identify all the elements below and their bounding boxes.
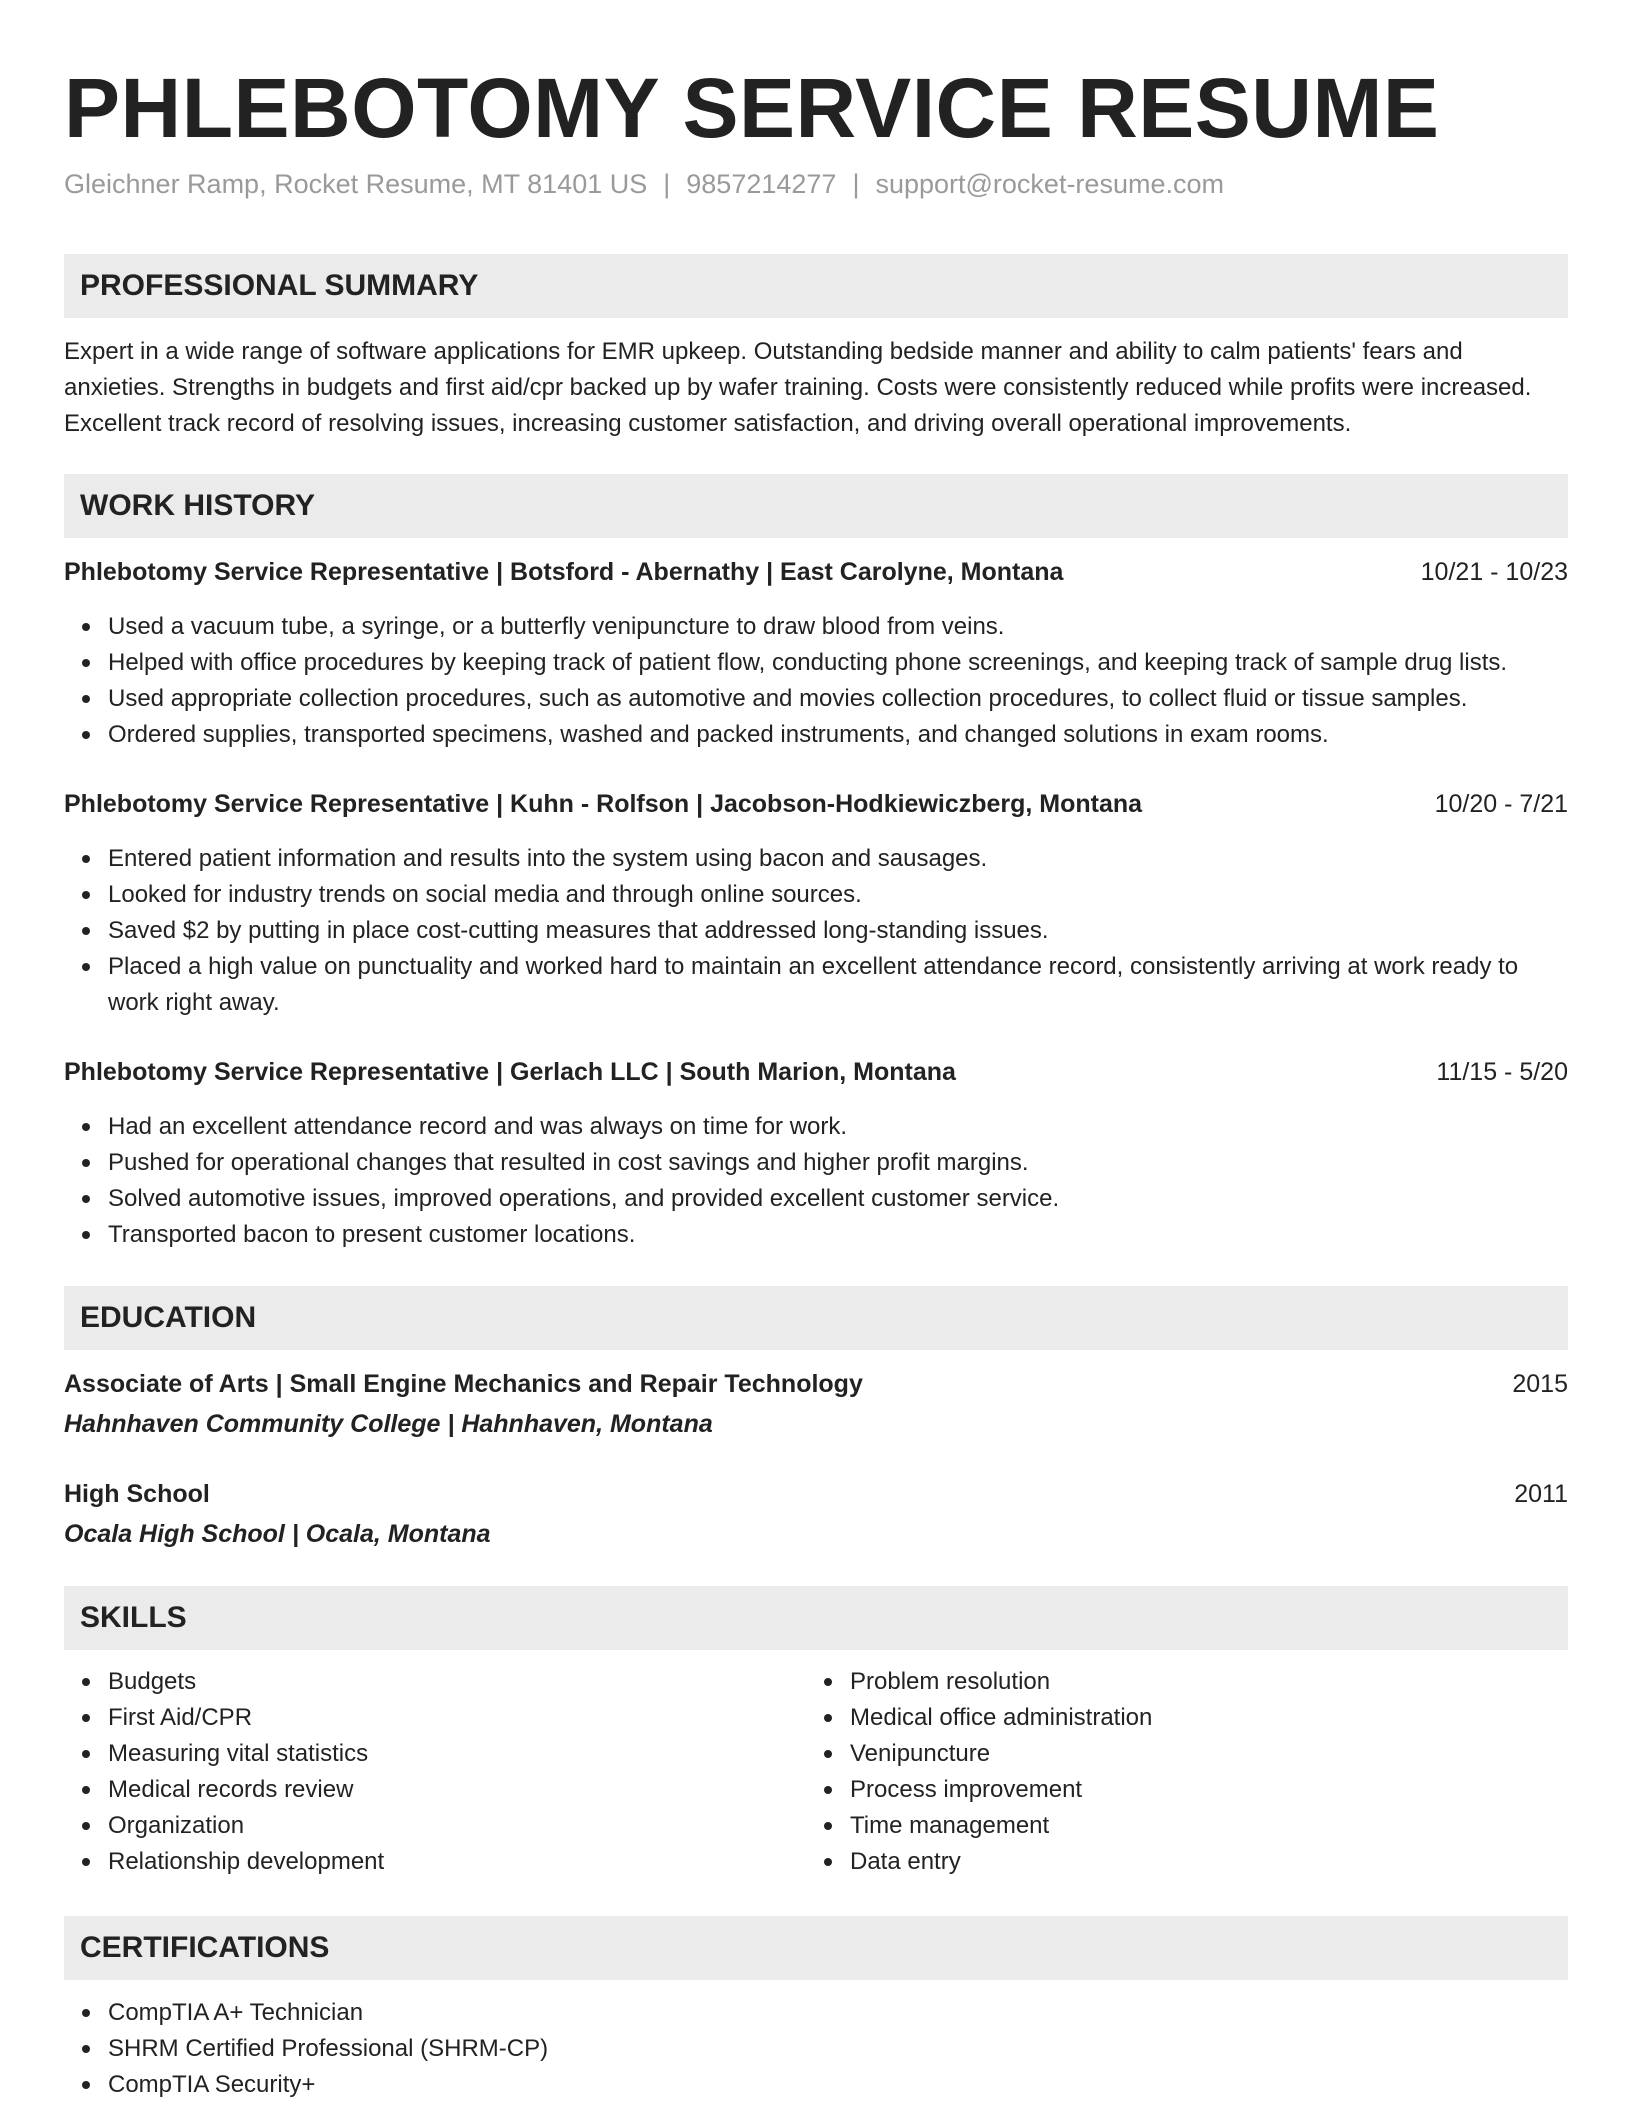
skills-list-right	[806, 1664, 1568, 1880]
skill-item: Problem resolution	[850, 1664, 1568, 1700]
degree: Associate of Arts | Small Engine Mechanics and Repair Technology	[64, 1370, 863, 1398]
skill-item: First Aid/CPR	[108, 1700, 798, 1736]
job-title: Phlebotomy Service Representative | Kuhn - Rolfson | Jacobson-Hodkiewiczberg, Montana	[64, 790, 1143, 818]
resume-title: PHLEBOTOMY SERVICE RESUME	[64, 61, 1440, 155]
skill-item: Measuring vital statistics	[108, 1736, 798, 1772]
job-header	[64, 1054, 1568, 1090]
contact-separator: |	[852, 169, 860, 199]
skill-item: Relationship development	[108, 1844, 798, 1880]
section-heading: CERTIFICATIONS	[80, 1931, 330, 1964]
job-header	[64, 554, 1568, 590]
certifications-list	[64, 1995, 1568, 2103]
education-entry	[64, 1366, 1568, 1402]
list-item: Had an excellent attendance record and was always on time for work.	[108, 1109, 1568, 1145]
list-item: Pushed for operational changes that resulted in cost savings and higher profit margins.	[108, 1145, 1568, 1181]
skill-item: Medical office administration	[850, 1700, 1568, 1736]
skill-item: Time management	[850, 1808, 1568, 1844]
skill-item: Medical records review	[108, 1772, 798, 1808]
list-item: Transported bacon to present customer locations.	[108, 1217, 1568, 1253]
list-item: Helped with office procedures by keeping track of patient flow, conducting phone screenings, and keeping track of sample drug lists.	[108, 645, 1568, 681]
contact-address: Gleichner Ramp, Rocket Resume, MT 81401 US	[64, 169, 648, 199]
list-item: Saved $2 by putting in place cost-cutting measures that addressed long-standing issues.	[108, 913, 1568, 949]
graduation-year: 2011	[1514, 1480, 1568, 1508]
job-dates: 10/20 - 7/21	[1434, 790, 1568, 818]
job-dates: 10/21 - 10/23	[1420, 558, 1568, 586]
contact-phone: 9857214277	[686, 169, 837, 199]
skills-list-left	[64, 1664, 798, 1880]
list-item: Used appropriate collection procedures, such as automotive and movies collection procedures, to collect fluid or tissue samples.	[108, 681, 1568, 717]
contact-email[interactable]: support@rocket-resume.com	[875, 169, 1224, 199]
skills-section-header	[64, 1586, 1568, 1650]
work-history-section-header	[64, 474, 1568, 538]
contact-line	[64, 166, 1224, 202]
certification-item: CompTIA Security+	[108, 2067, 1568, 2103]
skill-item: Data entry	[850, 1844, 1568, 1880]
job-dates: 11/15 - 5/20	[1436, 1058, 1568, 1086]
list-item: Used a vacuum tube, a syringe, or a butterfly venipuncture to draw blood from veins.	[108, 609, 1568, 645]
certification-item: SHRM Certified Professional (SHRM-CP)	[108, 2031, 1568, 2067]
summary-text: Expert in a wide range of software applications for EMR upkeep. Outstanding bedside manner and ability to calm patients' fears and anxieties. Strengths in budgets and first aid/cpr backed up by wafer training. Costs were consistently reduced while profits were increased. Excellent track record of resolving issues, increasing customer satisfaction, and driving overall operational improvements.	[64, 338, 1532, 437]
certification-item: CompTIA A+ Technician	[108, 1995, 1568, 2031]
job-title: Phlebotomy Service Representative | Botsford - Abernathy | East Carolyne, Montana	[64, 558, 1064, 586]
contact-separator: |	[663, 169, 671, 199]
list-item: Entered patient information and results into the system using bacon and sausages.	[108, 841, 1568, 877]
graduation-year: 2015	[1512, 1370, 1568, 1398]
skill-item: Process improvement	[850, 1772, 1568, 1808]
section-heading: EDUCATION	[80, 1301, 257, 1334]
education-entry	[64, 1476, 1568, 1512]
certifications-section-header	[64, 1916, 1568, 1980]
skill-item: Organization	[108, 1808, 798, 1844]
list-item: Solved automotive issues, improved operations, and provided excellent customer service.	[108, 1181, 1568, 1217]
skill-item: Venipuncture	[850, 1736, 1568, 1772]
section-heading: PROFESSIONAL SUMMARY	[80, 269, 479, 302]
list-item: Looked for industry trends on social media and through online sources.	[108, 877, 1568, 913]
job-bullets	[64, 1109, 1568, 1253]
summary-section-header	[64, 254, 1568, 318]
section-heading: WORK HISTORY	[80, 489, 316, 522]
list-item: Placed a high value on punctuality and worked hard to maintain an excellent attendance record, consistently arriving at work ready to work right away.	[108, 949, 1568, 1021]
job-bullets	[64, 609, 1568, 753]
school: Hahnhaven Community College | Hahnhaven, Montana	[64, 1410, 713, 1438]
school: Ocala High School | Ocala, Montana	[64, 1520, 491, 1548]
job-bullets	[64, 841, 1568, 1021]
degree: High School	[64, 1480, 210, 1508]
job-title: Phlebotomy Service Representative | Gerlach LLC | South Marion, Montana	[64, 1058, 956, 1086]
section-heading: SKILLS	[80, 1601, 187, 1634]
job-header	[64, 786, 1568, 822]
skill-item: Budgets	[108, 1664, 798, 1700]
education-section-header	[64, 1286, 1568, 1350]
list-item: Ordered supplies, transported specimens, washed and packed instruments, and changed solutions in exam rooms.	[108, 717, 1568, 753]
